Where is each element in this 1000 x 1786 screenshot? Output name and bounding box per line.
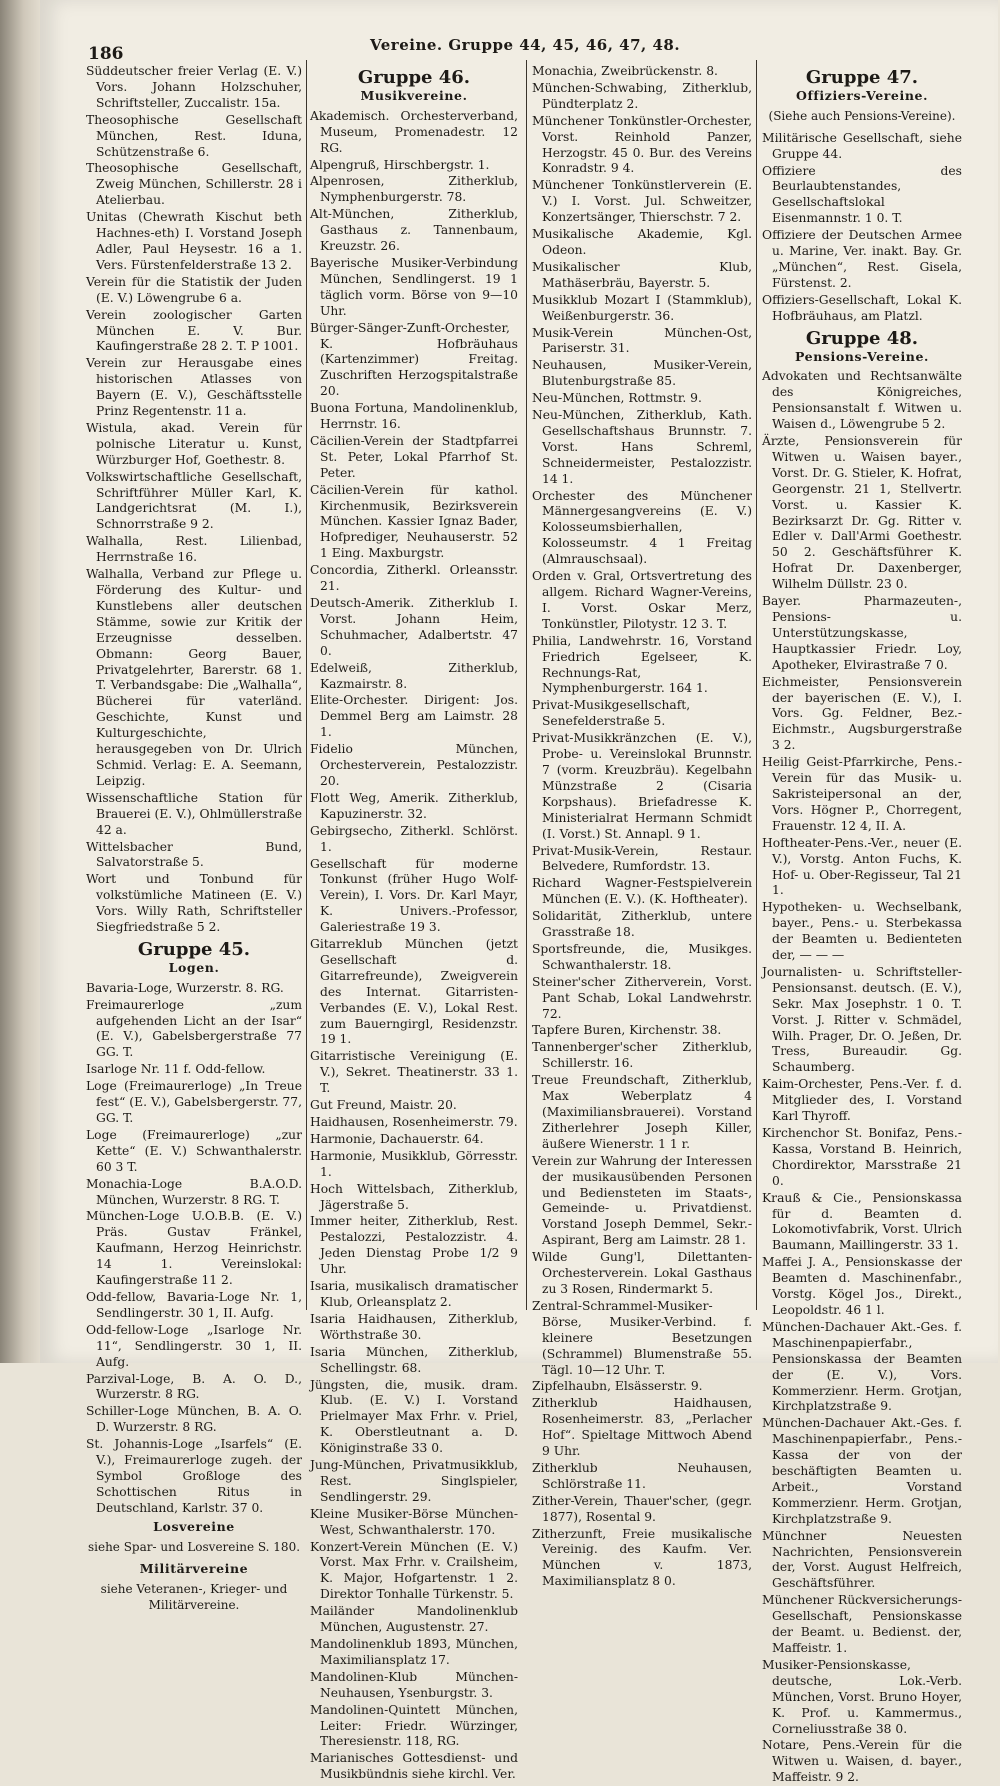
directory-entry: Mandolinen-Quintett München, Leiter: Friedr. Würzinger, Theresienstr. 118, RG. — [310, 1702, 518, 1749]
column-4 — [762, 64, 962, 1785]
group-heading: Gruppe 46. — [357, 67, 471, 88]
directory-entry: Kaim-Orchester, Pens.-Ver. f. d. Mitglieder des, I. Vorstand Karl Thyroff. — [762, 1077, 962, 1124]
directory-entry: Theosophische Gesellschaft, Zweig München, Schillerstr. 28 i Atelierbau. — [86, 161, 302, 208]
group-heading: Gruppe 48. — [805, 327, 919, 349]
directory-entry: Mailänder Mandolinenklub München, Augustenstr. 27. — [310, 1604, 518, 1635]
directory-entry: Eichmeister, Pensionsverein der bayerischen (E. V.), I. Vors. Gg. Feldner, Bez.-Eichmstr., Augsburgerstraße 3 2. — [762, 674, 962, 753]
directory-entry: Steiner'scher Zitherverein, Vorst. Pant Schab, Lokal Landwehrstr. 72. — [532, 974, 752, 1021]
directory-entry: Zipfelhaubn, Elsässerstr. 9. — [532, 1379, 703, 1394]
directory-entry: Deutsch-Amerik. Zitherklub I. Vorst. Johann Heim, Schuhmacher, Adalbertstr. 47 0. — [310, 596, 518, 658]
section-subheading: Logen. — [168, 959, 220, 975]
directory-entry: Freimaurerloge „zum aufgehenden Licht an der Isar“ (E. V.), Gabelsbergerstraße 77 GG. T. — [86, 997, 302, 1060]
column-rule — [526, 60, 527, 1310]
directory-entry: Cäcilien-Verein der Stadtpfarrei St. Peter, Lokal Pfarrhof St. Peter. — [310, 433, 518, 480]
directory-entry: Alpenrosen, Zitherklub, Nymphenburgerstr. 78. — [310, 174, 518, 205]
directory-entry: Loge (Freimaurerloge) „In Treue fest“ (E. V.), Gabelsbergerstr. 77, GG. T. — [86, 1079, 302, 1125]
directory-entry: Flott Weg, Amerik. Zitherklub, Kapuzinerstr. 32. — [310, 790, 518, 821]
directory-entry: Odd-fellow, Bavaria-Loge Nr. 1, Sendlingerstr. 30 1, II. Aufg. — [86, 1289, 302, 1320]
directory-entry: Zentral-Schrammel-Musiker-Börse, Musiker-Verbind. f. kleinere Besetzungen (Schrammel) Blumenstraße 55. Tägl. 10—12 Uhr. T. — [532, 1298, 752, 1377]
cross-reference-note: (Siehe auch Pensions-Vereine). — [768, 108, 956, 123]
directory-entry: Zitherzunft, Freie musikalische Vereinig. des Kaufm. Ver. München v. 1873, Maximiliansplatz 8 0. — [532, 1526, 752, 1589]
directory-entry: Mandolinenklub 1893, München, Maximiliansplatz 17. — [310, 1637, 518, 1667]
directory-entry: Orchester des Münchener Männergesangvereins (E. V.) Kolosseumsbierhallen, Kolosseumstr. 4 1 Freitag (Almrauschsaal). — [532, 488, 752, 567]
directory-entry: Theosophische Gesellschaft München, Rest. Iduna, Schützenstraße 6. — [86, 112, 302, 159]
section-subheading: Losvereine — [153, 1518, 235, 1534]
directory-entry: Tannenberger'scher Zitherklub, Schillerstr. 16. — [532, 1040, 752, 1071]
directory-entry: Kleine Musiker-Börse München-West, Schwanthalerstr. 170. — [310, 1506, 518, 1537]
directory-entry: Münchener Tonkünstler-Orchester, Vorst. Reinhold Panzer, Herzogstr. 45 0. Bur. des Vereins Konradstr. 9 4. — [532, 113, 752, 176]
directory-entry: Walhalla, Verband zur Pflege u. Förderung des Kultur- und Kunstlebens aller deutschen Stämme, sowie zur Kritik der Erzeugnisse desselben. Obmann: Georg Bauer, Privatgelehrter, Barerstr. 68 1. T. Verbandsgabe: Die „Walhalla“, Bücherei für vaterländ. Geschichte, Kunst und Kulturgeschichte, herausgegeben von Dr. Ulrich Schmid. Verlag: E. A. Seemann, Leipzig. — [86, 567, 302, 788]
column-rule — [756, 60, 757, 1310]
directory-entry: Süddeutscher freier Verlag (E. V.) Vors. Johann Holzschuher, Schriftsteller, Zuccalistr. 15a. — [86, 64, 302, 110]
directory-entry: Konzert-Verein München (E. V.) Vorst. Max Frhr. v. Crailsheim, K. Major, Hofgartenstr. 1 2. Direktor Tonhalle Türkenstr. 5. — [310, 1539, 518, 1602]
directory-entry: Gesellschaft für moderne Tonkunst (früher Hugo Wolf-Verein), I. Vors. Dr. Karl Mayr, K. Univers.-Professor, Galeriestraße 19 3. — [310, 856, 518, 935]
directory-entry: Orden v. Gral, Ortsvertretung des allgem. Richard Wagner-Vereins, I. Vorst. Oskar Merz, Tonkünstler, Pilotystr. 12 3. T. — [532, 569, 752, 631]
directory-entry: Isaria Haidhausen, Zitherklub, Wörthstraße 30. — [310, 1311, 518, 1342]
directory-entry: Maffei J. A., Pensionskasse der Beamten d. Maschinenfabr., Vorstg. Kögel Jos., Direkt., Leopoldstr. 46 1 l. — [762, 1255, 962, 1317]
directory-entry: Wilde Gung'l, Dilettanten-Orchesterverein. Lokal Gasthaus zu 3 Rosen, Rindermarkt 5. — [532, 1250, 752, 1296]
directory-entry: Harmonie, Dachauerstr. 64. — [310, 1131, 484, 1146]
directory-entry: Kirchenchor St. Bonifaz, Pens.-Kassa, Vorstand B. Heinrich, Chordirektor, Marsstraße 21 0. — [762, 1126, 962, 1188]
directory-entry: Verein zur Wahrung der Interessen der musikausübenden Personen und Bediensteten im Staats-, Gemeinde- u. Privatdienst. Vorstand Joseph Demmel, Sekr.-Aspirant, Berg am Laimstr. 28 1. — [532, 1153, 752, 1248]
directory-entry: Gut Freund, Maistr. 20. — [310, 1098, 457, 1113]
directory-entry: Monachia, Zweibrückenstr. 8. — [532, 64, 718, 78]
directory-entry: München-Schwabing, Zitherklub, Pündterplatz 2. — [532, 80, 752, 111]
directory-entry: Journalisten- u. Schriftsteller-Pensionsanst. deutsch. (E. V.), Sekr. Max Josephstr. 1 0. T. Vorst. J. Ritter v. Schmädel, Wilh. Prager, Dr. O. Jeßen, Dr. Tress, Bureaudir. Gg. Schaumberg. — [762, 964, 962, 1075]
directory-entry: Wissenschaftliche Station für Brauerei (E. V.), Ohlmüllerstraße 42 a. — [86, 790, 302, 837]
directory-entry: Unitas (Chewrath Kischut beth Hachnes-eth) I. Vorstand Joseph Adler, Paul Heysestr. 16 a 1. Vers. Fürstenfelderstraße 13 2. — [86, 210, 302, 272]
directory-entry: Buona Fortuna, Mandolinenklub, Herrnstr. 16. — [310, 401, 518, 432]
directory-entry: Odd-fellow-Loge „Isarloge Nr. 11“, Sendlingerstr. 30 1, II. Aufg. — [86, 1322, 302, 1369]
directory-entry: Notare, Pens.-Verein für die Witwen u. Waisen, d. bayer., Maffeistr. 9 2. — [762, 1738, 962, 1785]
section-subheading: Militärvereine — [139, 1561, 249, 1577]
directory-entry: München-Dachauer Akt.-Ges. f. Maschinenpapierfabr., Pens.-Kassa der von der beschäftigten Beamten u. Arbeit., Vorstand Kommerzienr. Herm. Grotjan, Kirchplatzstraße 9. — [762, 1416, 962, 1526]
directory-entry: Offiziers-Gesellschaft, Lokal K. Hofbräuhaus, am Platzl. — [762, 292, 962, 323]
directory-entry: Münchener Tonkünstlerverein (E. V.) I. Vorst. Jul. Schweitzer, Konzertsänger, Thierschstr. 7 2. — [532, 178, 752, 225]
directory-entry: Bürger-Sänger-Zunft-Orchester, K. Hofbräuhaus (Kartenzimmer) Freitag. Zuschriften Herzogspitalstraße 20. — [310, 320, 518, 399]
book-spine-shadow — [0, 0, 40, 1363]
directory-entry: Philia, Landwehrstr. 16, Vorstand Friedrich Egelseer, K. Rechnungs-Rat, Nymphenburgerstr. 164 1. — [532, 633, 752, 696]
directory-entry: Treue Freundschaft, Zitherklub, Max Weberplatz 4 (Maximiliansbrauerei). Vorstand Zitherlehrer Joseph Killer, äußere Wienerstr. 1 1 r. — [532, 1073, 752, 1151]
column-2 — [310, 64, 518, 1782]
directory-entry: Isaria, musikalisch dramatischer Klub, Orleansplatz 2. — [310, 1279, 518, 1309]
directory-entry: Gebirgsecho, Zitherkl. Schlörst. 1. — [310, 823, 518, 854]
directory-entry: Mandolinen-Klub München-Neuhausen, Ysenburgstr. 3. — [310, 1669, 518, 1700]
directory-entry: Volkswirtschaftliche Gesellschaft, Schriftführer Müller Karl, K. Landgerichtsrat (M. I.), Schnorrstraße 9 2. — [86, 469, 302, 532]
directory-entry: Verein für die Statistik der Juden (E. V.) Löwengrube 6 a. — [86, 274, 302, 305]
directory-entry: Immer heiter, Zitherklub, Rest. Pestalozzi, Pestalozzistr. 4. Jeden Dienstag Probe 1/2 9 Uhr. — [310, 1214, 518, 1277]
cross-reference-note: siehe Veteranen-, Krieger- und Militärvereine. — [100, 1582, 288, 1613]
directory-entry: Verein zoologischer Garten München E. V. Bur. Kaufingerstraße 28 2. T. P 1001. — [86, 307, 302, 354]
directory-entry: Tapfere Buren, Kirchenstr. 38. — [532, 1023, 722, 1038]
directory-entry: München-Dachauer Akt.-Ges. f. Maschinenpapierfabr., Pensionskassa der Beamten der (E. V.), Vors. Kommerzienr. Herm. Grotjan, Kirchplatzstraße 9. — [762, 1319, 962, 1414]
section-subheading: Musikvereine. — [360, 87, 468, 103]
directory-entry: Jung-München, Privatmusikklub, Rest. Singlspieler, Sendlingerstr. 29. — [310, 1458, 518, 1504]
group-heading: Gruppe 45. — [137, 938, 251, 960]
directory-entry: Zitherklub Neuhausen, Schlörstraße 11. — [532, 1460, 752, 1491]
directory-entry: Isarloge Nr. 11 f. Odd-fellow. — [86, 1062, 266, 1077]
directory-entry: Wort und Tonbund für volkstümliche Matineen (E. V.) Vors. Willy Rath, Schriftsteller Siegfriedstraße 5 2. — [86, 872, 302, 935]
section-subheading: Pensions-Vereine. — [794, 348, 930, 364]
directory-entry: Verein zur Herausgabe eines historischen Atlasses von Bayern (E. V.), Geschäftsstelle Prinz Regentenstr. 11 a. — [86, 356, 302, 419]
directory-entry: Akademisch. Orchesterverband, Museum, Promenadestr. 12 RG. — [310, 108, 518, 155]
directory-entry: Harmonie, Musikklub, Görresstr. 1. — [310, 1148, 518, 1179]
directory-entry: Krauß & Cie., Pensionskassa für d. Beamten d. Lokomotivfabrik, Vorst. Ulrich Baumann, Maillingerstr. 33 1. — [762, 1190, 962, 1253]
directory-entry: Neu-München, Zitherklub, Kath. Gesellschaftshaus Brunnstr. 7. Vorst. Hans Schreml, Schneidermeister, Pestalozzistr. 14 1. — [532, 408, 752, 486]
directory-entry: Offiziere des Beurlaubtenstandes, Gesellschaftslokal Eisenmannstr. 1 0. T. — [762, 163, 962, 226]
directory-entry: Hoch Wittelsbach, Zitherklub, Jägerstraße 5. — [310, 1181, 518, 1212]
directory-entry: Privat-Musikkränzchen (E. V.), Probe- u. Vereinslokal Brunnstr. 7 (vorm. Kreuzbräu). Kegelbahn Münzstraße 2 (Cisaria Korpshaus). Briefadresse K. Ministerialrat Hermann Schmidt (I. Vorst.) St. Annapl. 9 1. — [532, 731, 752, 841]
directory-entry: Bavaria-Loge, Wurzerstr. 8. RG. — [86, 980, 284, 995]
section-subheading: Offiziers-Vereine. — [795, 87, 929, 103]
directory-entry: Alt-München, Zitherklub, Gasthaus z. Tannenbaum, Kreuzstr. 26. — [310, 207, 518, 254]
directory-entry: Musikalischer Klub, Mathäserbräu, Bayerstr. 5. — [532, 259, 752, 290]
directory-entry: Alpengruß, Hirschbergstr. 1. — [310, 157, 490, 172]
directory-entry: München-Loge U.O.B.B. (E. V.) Präs. Gustav Fränkel, Kaufmann, Herzog Heinrichstr. 14 1. Vereinslokal: Kaufingerstraße 11 2. — [86, 1209, 302, 1288]
directory-entry: Solidarität, Zitherklub, untere Grasstraße 18. — [532, 909, 752, 940]
column-1 — [86, 64, 302, 1613]
directory-entry: Heilig Geist-Pfarrkirche, Pens.-Verein für das Musik- u. Sakristeipersonal an der, Vors. Högner P., Chorregent, Frauenstr. 12 4, II. A. — [762, 755, 962, 833]
directory-entry: Marianisches Gottesdienst- und Musikbündnis siehe kirchl. Ver. — [310, 1751, 518, 1782]
directory-entry: Walhalla, Rest. Lilienbad, Herrnstraße 16. — [86, 534, 302, 565]
directory-entry: Parzival-Loge, B. A. O. D., Wurzerstr. 8 RG. — [86, 1371, 302, 1402]
directory-entry: St. Johannis-Loge „Isarfels“ (E. V.), Freimaurerloge zugeh. der Symbol Großloge des Schottischen Ritus in Deutschland, Karlstr. 37 0. — [86, 1437, 302, 1515]
directory-entry: Fidelio München, Orchesterverein, Pestalozzistr. 20. — [310, 742, 518, 788]
running-head: Vereine. Gruppe 44, 45, 46, 47, 48. — [370, 36, 681, 54]
directory-entry: Musikklub Mozart I (Stammklub), Weißenburgerstr. 36. — [532, 292, 752, 323]
directory-entry: Münchner Neuesten Nachrichten, Pensionsverein der, Vorst. August Helfreich, Geschäftsführer. — [762, 1528, 962, 1591]
directory-entry: Privat-Musik-Verein, Restaur. Belvedere, Rumfordstr. 13. — [532, 843, 752, 874]
directory-entry: Privat-Musikgesellschaft, Senefelderstraße 5. — [532, 698, 691, 729]
directory-entry: Advokaten und Rechtsanwälte des Königreiches, Pensionsanstalt f. Witwen u. Waisen d., Löwengrube 5 2. — [762, 369, 962, 432]
directory-entry: Ärzte, Pensionsverein für Witwen u. Waisen bayer., Vorst. Dr. G. Stieler, K. Hofrat, Georgenstr. 21 1, Stellvertr. Vorst. u. Kassier K. Bezirksarzt Dr. Gg. Ritter v. Edler v. Dall'Armi Goethestr. 50 2. Geschäftsführer K. Hofrat Dr. Daxenberger, Wilhelm Düllstr. 23 0. — [762, 434, 962, 592]
directory-entry: Edelweiß, Zitherklub, Kazmairstr. 8. — [310, 660, 518, 691]
directory-entry: Offiziere der Deutschen Armee u. Marine, Ver. inakt. Bay. Gr. „München“, Rest. Gisela, Fürstenst. 2. — [762, 228, 962, 290]
group-heading: Gruppe 47. — [805, 67, 919, 88]
directory-entry: Neuhausen, Musiker-Verein, Blutenburgstraße 85. — [532, 358, 752, 389]
directory-entry: Loge (Freimaurerloge) „zur Kette“ (E. V.) Schwanthalerstr. 60 3 T. — [86, 1127, 302, 1174]
directory-entry: Elite-Orchester. Dirigent: Jos. Demmel Berg am Laimstr. 28 1. — [310, 693, 518, 740]
directory-entry: Neu-München, Rottmstr. 9. — [532, 391, 702, 406]
directory-entry: Cäcilien-Verein für kathol. Kirchenmusik, Bezirksverein München. Kassier Ignaz Bader, Hofprediger, Neuhauserstr. 52 1 Eing. Maxburgstr. — [310, 482, 518, 561]
directory-entry: Münchener Rückversicherungs-Gesellschaft, Pensionskasse der Beamt. u. Bedienst. der, Maffeistr. 1. — [762, 1593, 962, 1655]
directory-entry: Musiker-Pensionskasse, deutsche, Lok.-Verb. München, Vorst. Bruno Hoyer, K. Prof. u. Kammermus., Corneliusstraße 38 0. — [762, 1657, 962, 1736]
directory-entry: Gitarristische Vereinigung (E. V.), Sekret. Theatinerstr. 33 1. T. — [310, 1049, 518, 1096]
directory-entry: Sportsfreunde, die, Musikges. Schwanthalerstr. 18. — [532, 941, 752, 972]
directory-entry: Monachia-Loge B.A.O.D. München, Wurzerstr. 8 RG. T. — [86, 1176, 302, 1207]
directory-entry: Bayerische Musiker-Verbindung München, Sendlingerst. 19 1 täglich vorm. Börse von 9—10 Uhr. — [310, 255, 518, 318]
directory-entry: Hypotheken- u. Wechselbank, bayer., Pens.- u. Sterbekassa der Beamten u. Bedienteten der, — — — — [762, 900, 962, 963]
directory-entry: Musikalische Akademie, Kgl. Odeon. — [532, 227, 752, 257]
page-number: 186 — [88, 44, 124, 64]
directory-entry: Isaria München, Zitherklub, Schellingstr. 68. — [310, 1344, 518, 1375]
cross-reference-note: siehe Spar- und Losvereine S. 180. — [87, 1539, 301, 1554]
directory-entry: Zither-Verein, Thauer'scher, (gegr. 1877), Rosental 9. — [532, 1493, 752, 1524]
directory-entry: Richard Wagner-Festspielverein München (E. V.). (K. Hoftheater). — [532, 876, 752, 907]
directory-entry: Wistula, akad. Verein für polnische Literatur u. Kunst, Würzburger Hof, Goethestr. 8. — [86, 420, 302, 467]
directory-entry: Musik-Verein München-Ost, Pariserstr. 31. — [532, 325, 752, 356]
directory-entry: Wittelsbacher Bund, Salvatorstraße 5. — [86, 839, 302, 870]
column-3 — [532, 64, 752, 1589]
directory-entry: Zitherklub Haidhausen, Rosenheimerstr. 83, „Perlacher Hof“. Spieltage Mittwoch Abend 9 Uhr. — [532, 1396, 752, 1459]
directory-entry: Jüngsten, die, musik. dram. Klub. (E. V.) I. Vorstand Prielmayer Max Frhr. v. Priel, K. Oberstleutnant a. D. Königinstraße 33 0. — [310, 1377, 518, 1456]
directory-entry: Concordia, Zitherkl. Orleansstr. 21. — [310, 563, 518, 594]
directory-entry: Gitarreklub München (jetzt Gesellschaft d. Gitarrefreunde), Zweigverein des Internat. Gitarristen-Verbandes (E. V.), Lokal Rest. zum Bauerngirgl, Residenzstr. 19 1. — [310, 937, 518, 1047]
directory-entry: Bayer. Pharmazeuten-, Pensions- u. Unterstützungskasse, Hauptkassier Friedr. Loy, Apotheker, Elvirastraße 7 0. — [762, 594, 962, 672]
directory-entry: Militärische Gesellschaft, siehe Gruppe 44. — [762, 130, 962, 161]
directory-entry: Schiller-Loge München, B. A. O. D. Wurzerstr. 8 RG. — [86, 1404, 302, 1435]
column-rule — [306, 60, 307, 1310]
directory-entry: Hoftheater-Pens.-Ver., neuer (E. V.), Vorstg. Anton Fuchs, K. Hof- u. Ober-Regisseur, Tal 21 1. — [762, 835, 962, 898]
directory-entry: Haidhausen, Rosenheimerstr. 79. — [310, 1115, 518, 1129]
